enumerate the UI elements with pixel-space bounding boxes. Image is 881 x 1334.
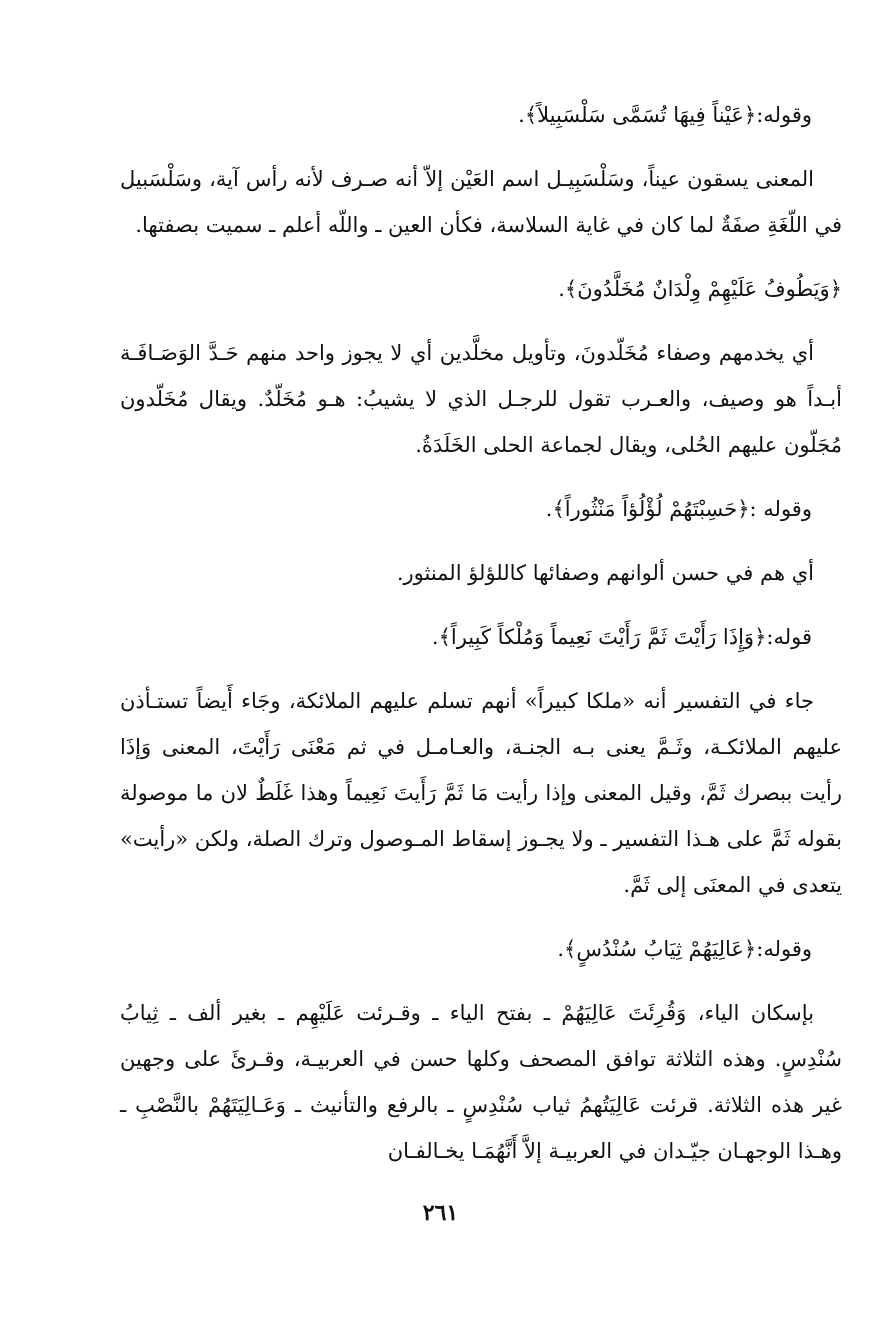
- quran-verse-4: قوله:﴿وَإِذَا رَأَيْتَ ثَمَّ رَأَيْتَ نَعِيماً وَمُلْكاً كَبِيراً﴾.: [431, 625, 812, 649]
- commentary-paragraph-5: بإسكان الياء، وَقُرِئَتَ عَالِيَهُمْ ـ بفتح الياء ـ وقـرئت عَلَيْهِم ـ بغير ألف ـ ثِيابُ سُنْدِسٍ. وهذه الثلاثة توافق المصحف وكلها حسن في العربيـة، وقـرئَ على وجهين غير هذه الثلاثة. قرئت عَالِيَتُهمُ ثياب سُنْدِسٍ ـ بالرفع والتأنيث ـ وَعَـالِيَتَهُمْ بالنَّصْبِ ـ وهـذا الوجهـان جيّـدان في العربيـة إلاَّ أَنَّهُمَـا يخـالفـان: [120, 1001, 842, 1163]
- quran-verse-2: ﴿وَيَطُوفُ عَلَيْهِمْ وِلْدَانٌ مُخَلَّدُونَ﴾.: [558, 277, 842, 301]
- page-number: ٢٦١: [422, 1200, 459, 1226]
- quran-verse-1: وقوله:﴿عَيْناً فِيهَا تُسَمَّى سَلْسَبِيلاً﴾.: [518, 103, 812, 127]
- commentary-paragraph-1: المعنى يسقون عيناً، وسَلْسَبِيـل اسم العَيْن إلاّ أنه صـرف لأنه رأس آية، وسَلْسَبيل في اللّغَةِ صفَةٌ لما كان في غاية السلاسة، فكأن العين ـ واللّه أعلم ـ سميت بصفتها.: [120, 167, 842, 237]
- commentary-paragraph-3: أي هم في حسن ألوانهم وصفائها كاللؤلؤ المنثور.: [396, 561, 814, 585]
- quran-verse-5: وقوله:﴿عَالِيَهُمْ ثِيَابُ سُنْدُسٍ﴾.: [557, 937, 812, 961]
- commentary-paragraph-4: جاء في التفسير أنه «ملكا كبيراً» أنهم تسلم عليهم الملائكة، وجَاء أَيضاً تستـأذن عليهم الملائكـة، وثَـمَّ يعنى بـه الجنـة، والعـامـل في ثم مَعْنَى رَأَيْتَ، المعنى وَإذَا رأيت ببصرك ثَمَّ، وقيل المعنى وإذا رأيت مَا ثَمَّ رَأَيتَ نَعِيماً وهذا غَلَطٌ لان ما موصولة بقوله ثَمَّ على هـذا التفسير ـ ولا يجـوز إسقاط المـوصول وترك الصلة، ولكن «رأيت» يتعدى في المعنَى إلى ثَمَّ.: [120, 689, 842, 897]
- commentary-paragraph-2: أي يخدمهم وصفاء مُخَلّدونَ، وتأويل مخلَّدين أي لا يجوز واحد منهم حَـدَّ الوَصَـافَـة أبـداً هو وصيف، والعـرب تقول للرجـل الذي لا يشيبُ: هـو مُخَلّدٌ. ويقال مُخَلّدون مُجَلّون عليهم الحُلى، ويقال لجماعة الحلى الخَلَدَةُ.: [120, 341, 842, 457]
- quran-verse-3: وقوله :﴿حَسِبْتَهُمْ لُؤْلُؤاً مَنْثُوراً﴾.: [545, 497, 812, 521]
- page-body: [120, 92, 842, 1192]
